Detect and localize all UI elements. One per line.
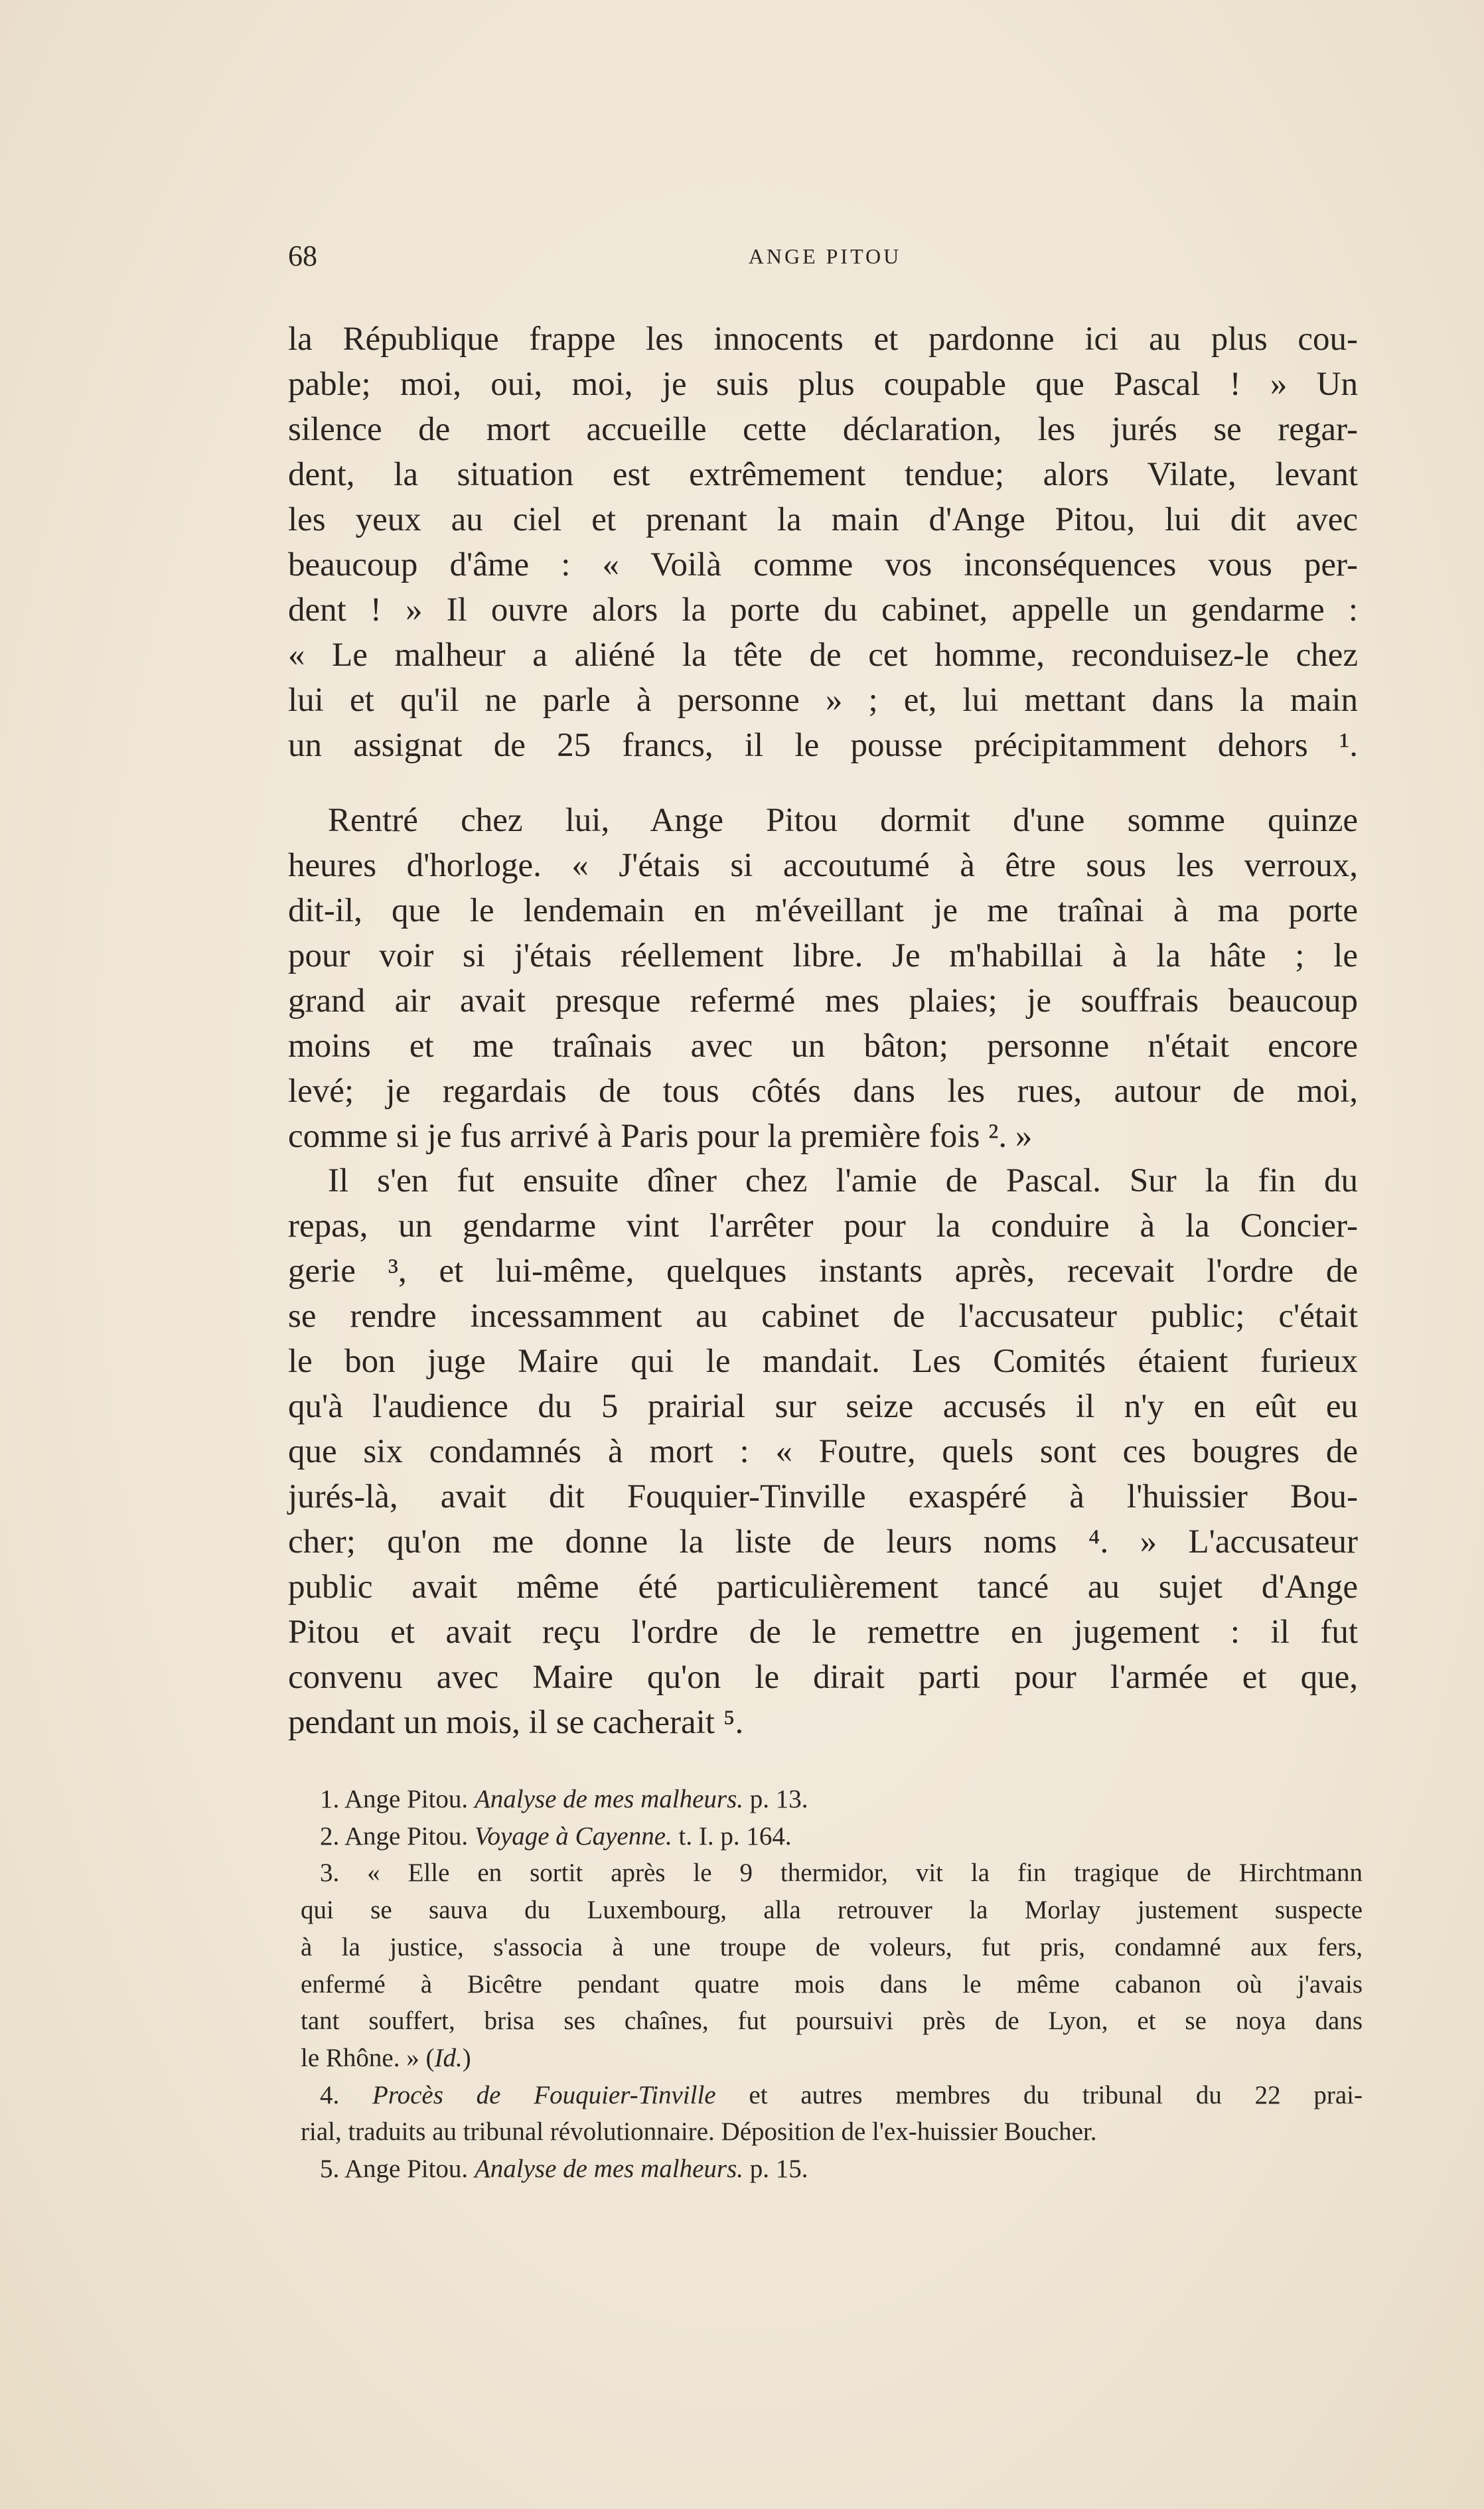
paragraph-2-line: levé; je regardais de tous côtés dans les rues, autour de moi, (288, 1073, 1358, 1110)
paragraph-3-line: Pitou et avait reçu l'ordre de le remettre en jugement : il fut (288, 1614, 1358, 1651)
paragraph-2-line: pour voir si j'étais réellement libre. Je m'habillai à la hâte ; le (288, 937, 1358, 974)
paragraph-1-line: dent ! » Il ouvre alors la porte du cabinet, appelle un gendarme : (288, 591, 1358, 629)
footnote-text: ) (462, 2043, 471, 2072)
footnote-4-line (301, 2113, 1363, 2151)
paragraph-1-line: les yeux au ciel et prenant la main d'Ange Pitou, lui dit avec (288, 501, 1358, 538)
paragraph-1-line: pable; moi, oui, moi, je suis plus coupable que Pascal ! » Un (288, 366, 1358, 403)
footnote-4-line (320, 2077, 1363, 2114)
footnote-title: Voyage à Cayenne. (474, 1821, 672, 1851)
paragraph-3-line: repas, un gendarme vint l'arrêter pour la conduire à la Concier- (288, 1207, 1358, 1245)
footnote-text: 5. Ange Pitou. (320, 2155, 475, 2183)
footnote-text: tant souffert, brisa ses chaînes, fut poursuivi près de Lyon, et se noya dans (301, 2007, 1363, 2036)
footnote-3-line (320, 1855, 1363, 1892)
paragraph-2-line: comme si je fus arrivé à Paris pour la première fois ². » (288, 1118, 1033, 1155)
paragraph-3-line: Il s'en fut ensuite dîner chez l'amie de Pascal. Sur la fin du (328, 1162, 1358, 1199)
footnote-text: le Rhône. » ( (301, 2043, 435, 2072)
footnote-3-line (301, 1892, 1363, 1929)
paragraph-3-line: qu'à l'audience du 5 prairial sur seize accusés il n'y en eût eu (288, 1388, 1358, 1425)
paragraph-3-line: se rendre incessamment au cabinet de l'accusateur public; c'était (288, 1298, 1358, 1335)
footnote-text: et autres membres du tribunal du 22 prai- (715, 2080, 1363, 2109)
footnote-text: p. 13. (743, 1785, 808, 1813)
footnote-text: rial, traduits au tribunal révolutionnaire. Déposition de l'ex-huissier Boucher. (301, 2117, 1097, 2147)
paragraph-3-line: le bon juge Maire qui le mandait. Les Comités étaient furieux (288, 1343, 1358, 1380)
footnote-1-line (320, 1781, 1363, 1818)
paragraph-2-line: grand air avait presque refermé mes plaies; je souffrais beaucoup (288, 982, 1358, 1020)
paragraph-1-line: un assignat de 25 francs, il le pousse précipitamment dehors ¹. (288, 727, 1358, 764)
footnote-3-line (301, 1966, 1363, 2003)
footnote-text: t. I. p. 164. (672, 1821, 792, 1851)
paragraph-2-line: heures d'horloge. « J'étais si accoutumé à être sous les verroux, (288, 847, 1358, 884)
paragraph-2-line: moins et me traînais avec un bâton; personne n'était encore (288, 1027, 1358, 1065)
footnote-3-line (301, 2040, 1363, 2077)
footnote-text: p. 15. (743, 2155, 808, 2183)
footnote-text: 3. « Elle en sortit après le 9 thermidor, vit la fin tragique de Hirchtmann (320, 1859, 1363, 1888)
paragraph-1-line: beaucoup d'âme : « Voilà comme vos inconséquences vous per- (288, 546, 1358, 583)
footnote-text: qui se sauva du Luxembourg, alla retrouver la Morlay justement suspecte (301, 1896, 1363, 1925)
paragraph-3-line: gerie ³, et lui-même, quelques instants après, recevait l'ordre de (288, 1253, 1358, 1290)
paragraph-1-line: la République frappe les innocents et pardonne ici au plus cou- (288, 321, 1358, 358)
paragraph-3-line: jurés-là, avait dit Fouquier-Tinville exaspéré à l'huissier Bou- (288, 1478, 1358, 1515)
paragraph-2-line: dit-il, que le lendemain en m'éveillant je me traînai à ma porte (288, 892, 1358, 929)
footnote-title: Procès de Fouquier-Tinville (372, 2080, 716, 2109)
page-number: 68 (288, 240, 317, 272)
running-head: ANGE PITOU (748, 244, 902, 268)
footnote-title: Id. (434, 2043, 463, 2072)
paragraph-3-line: cher; qu'on me donne la liste de leurs noms ⁴. » L'accusateur (288, 1523, 1358, 1560)
footnote-text: à la justice, s'associa à une troupe de voleurs, fut pris, condamné aux fers, (301, 1932, 1363, 1961)
footnote-text: 2. Ange Pitou. (320, 1821, 475, 1851)
paragraph-1-line: lui et qu'il ne parle à personne » ; et, lui mettant dans la main (288, 682, 1358, 719)
footnote-5-line (320, 2151, 1363, 2188)
paragraph-3-line: convenu avec Maire qu'on le dirait parti pour l'armée et que, (288, 1659, 1358, 1696)
paragraph-1-line: dent, la situation est extrêmement tendue; alors Vilate, levant (288, 456, 1358, 493)
paragraph-2-line: Rentré chez lui, Ange Pitou dormit d'une somme quinze (328, 802, 1358, 839)
footnote-3-line (301, 2003, 1363, 2040)
paragraph-1-line: « Le malheur a aliéné la tête de cet homme, reconduisez-le chez (288, 637, 1358, 674)
footnote-text: 4. (320, 2080, 373, 2109)
footnote-text: enfermé à Bicêtre pendant quatre mois dans le même cabanon où j'avais (301, 1969, 1363, 1999)
footnote-3-line (301, 1929, 1363, 1966)
footnote-title: Analyse de mes malheurs. (474, 1785, 744, 1813)
footnote-title: Analyse de mes malheurs. (474, 2155, 744, 2183)
paragraph-3-line: public avait même été particulièrement tancé au sujet d'Ange (288, 1568, 1358, 1606)
paragraph-3-line: pendant un mois, il se cacherait ⁵. (288, 1704, 744, 1741)
footnote-2-line (320, 1818, 1363, 1855)
paragraph-1-line: silence de mort accueille cette déclaration, les jurés se regar- (288, 411, 1358, 448)
paragraph-3-line: que six condamnés à mort : « Foutre, quels sont ces bougres de (288, 1433, 1358, 1470)
footnote-text: 1. Ange Pitou. (320, 1785, 475, 1813)
